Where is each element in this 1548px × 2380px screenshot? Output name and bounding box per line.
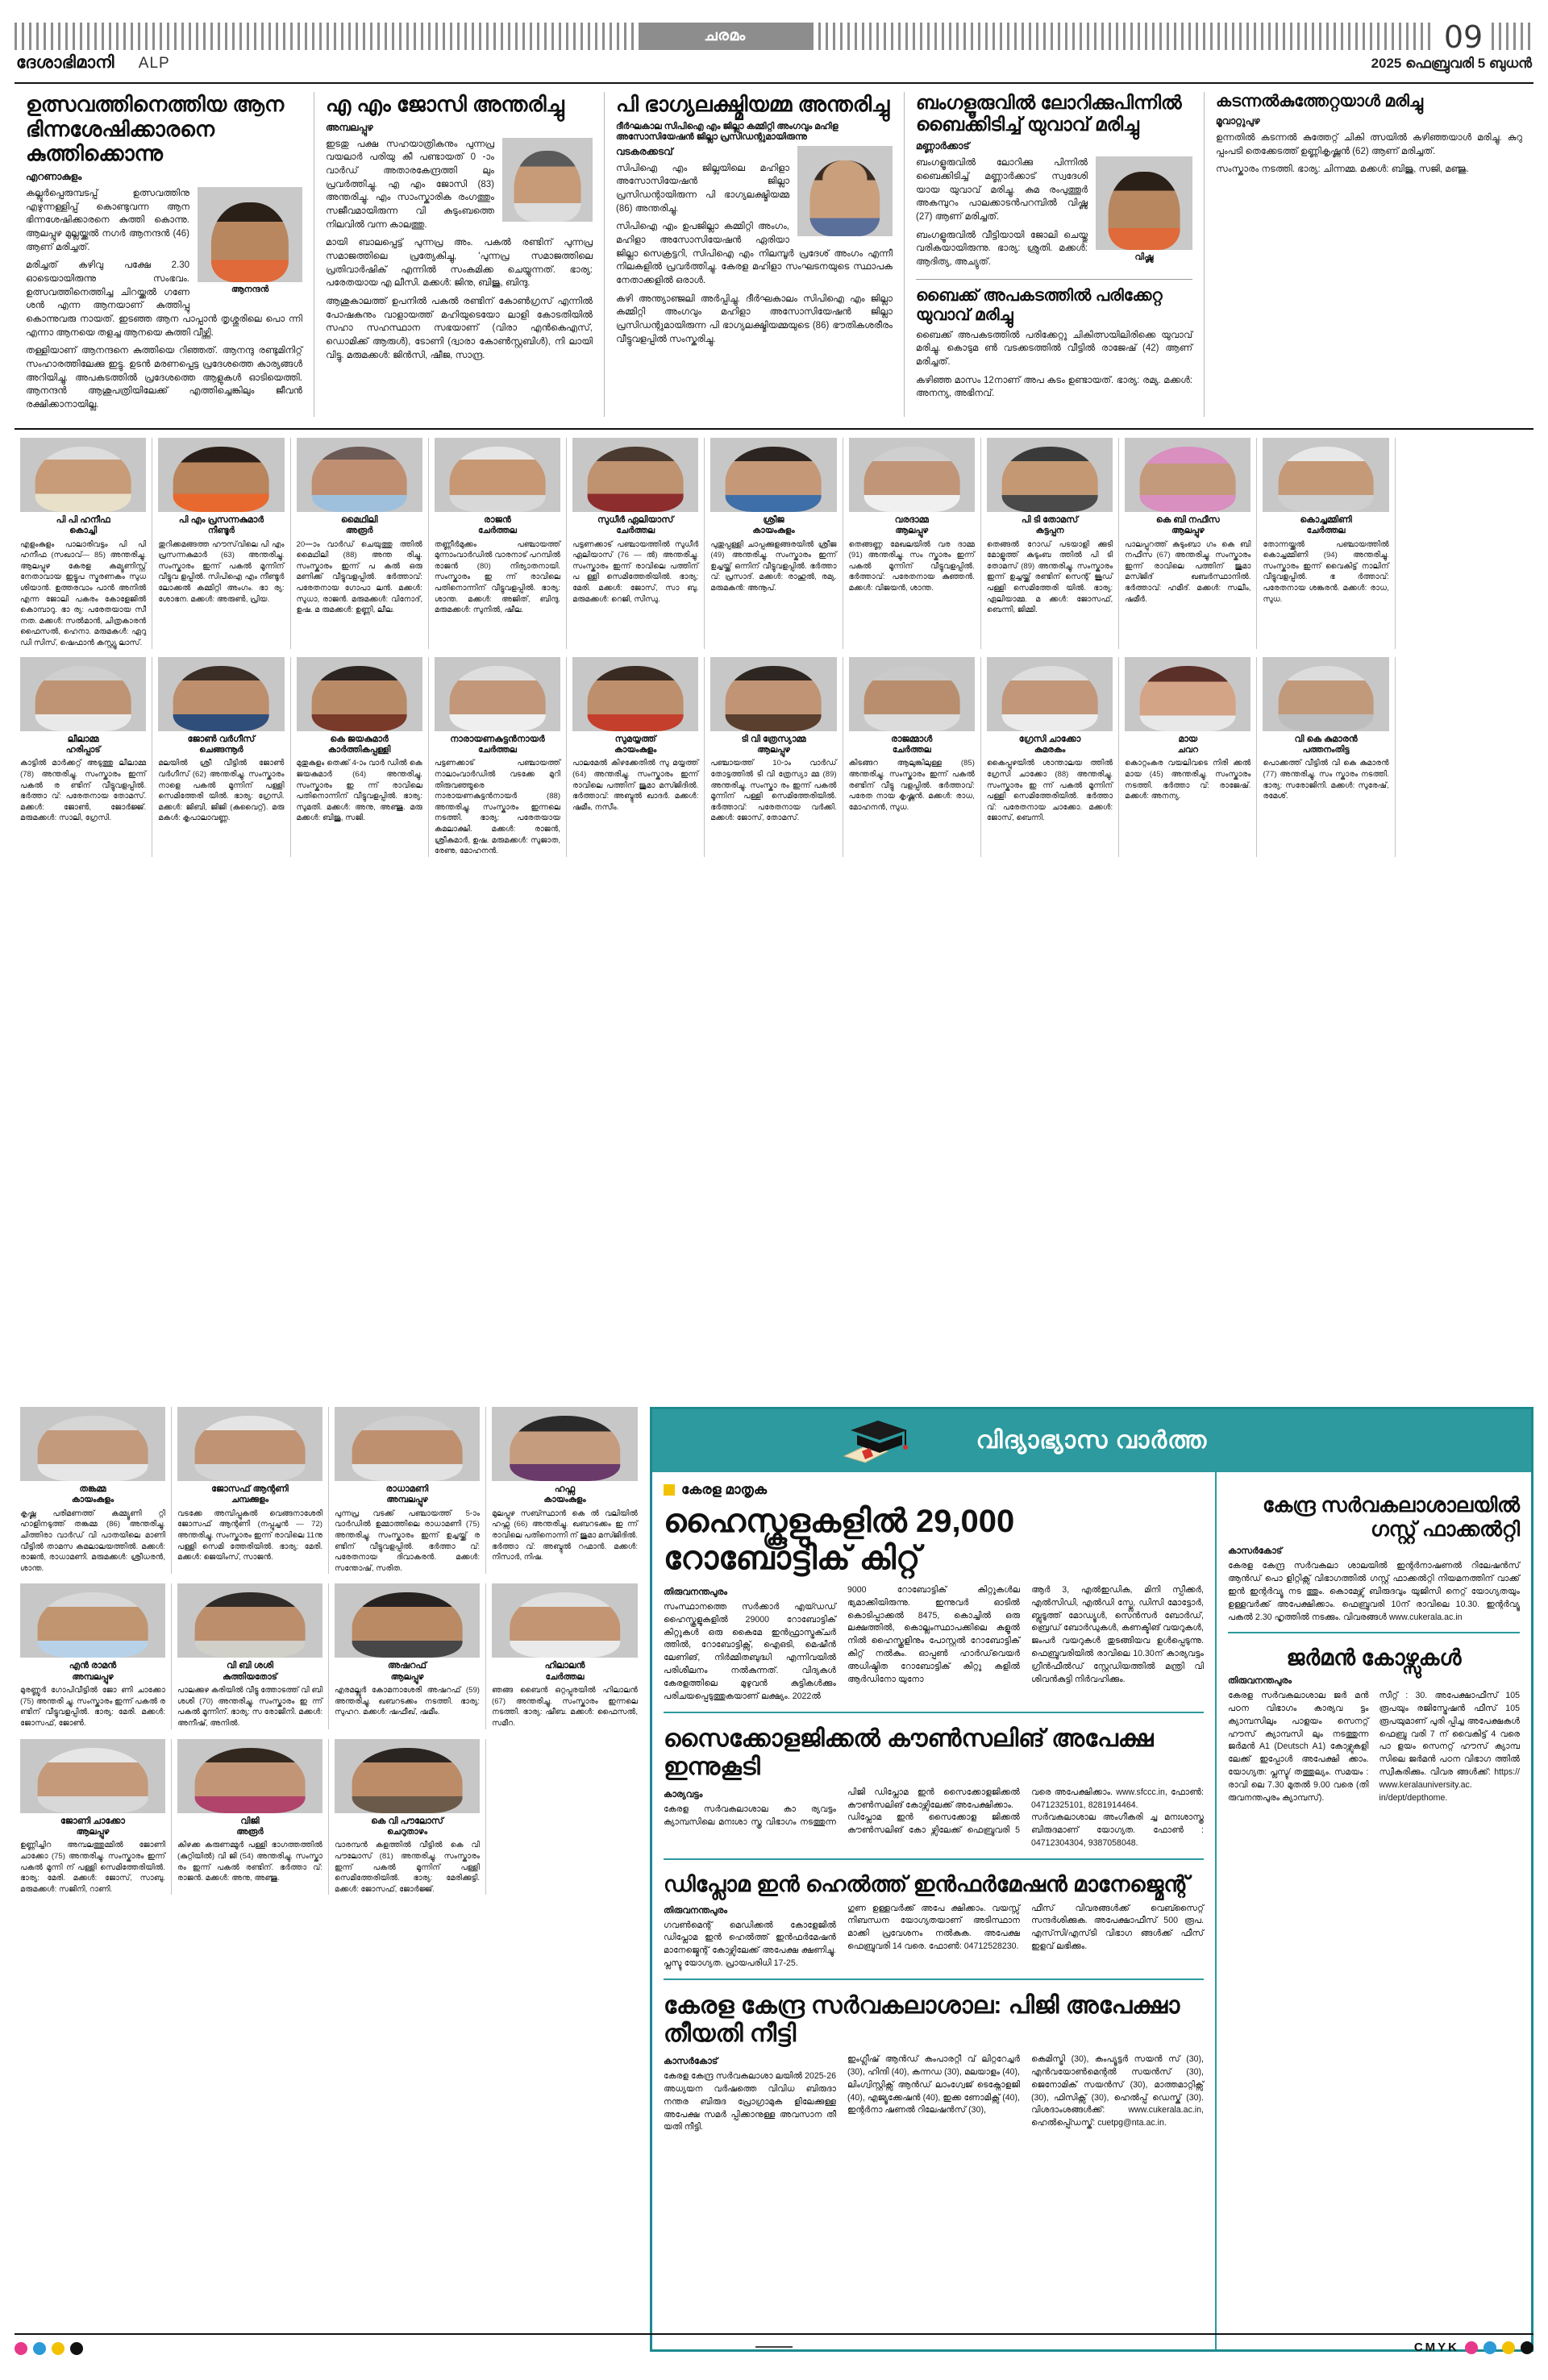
kicker: ദീർഘകാല സിപിഐ എം ജില്ലാ കമ്മിറ്റി അംഗവും മഹിള അസോസിയേഷൻ ജില്ലാ പ്രസിഡന്റുമായിരുന്നു: [616, 121, 838, 142]
obituary-name: വരദാമ്മ: [894, 514, 929, 525]
obituary-place: കുമരകം: [1034, 744, 1066, 755]
obituary-entry: [429, 657, 567, 857]
obituary-lower-block: [15, 1407, 643, 1895]
obituary-name: ശ്രീജ: [763, 514, 784, 525]
place-line: തിരുവനന്തപുരം: [664, 1587, 727, 1597]
obituary-photo: [1125, 438, 1250, 512]
education-fourth-body: [664, 2053, 1204, 2134]
obituary-name: നാരായണകുട്ടൻനായർ: [450, 734, 545, 744]
place-line: വടകരക്കടവ്: [616, 145, 673, 157]
obituary-photo: [177, 1739, 322, 1813]
reg-dot-magenta: [1465, 2341, 1478, 2354]
place-line: തിരുവനന്തപുരം: [1228, 1675, 1292, 1686]
obituary-entry-spacer: [486, 1739, 643, 1895]
obituary-place: കൊച്ചി: [69, 525, 98, 535]
paragraph: ആർ 3, എൽഇഡിക, മിനി സ്പീക്കർ, എൽസിഡി, എൽഡി സ്പ്ലേ, ഡിസി മോട്ടോർ, ബ്ലൂടൂത്ത് മോഡ്യൂൾ, സെൻസർ ബോർഡ്, ബ്രെഡ് ബോർഡുകൾ, കണക്ടിങ് വയറുകൾ, ജംപർ വയറുകൾ തുടങ്ങിയവ ഉൾപ്പെടുന്നു. ഫെബ്രുവരിയിൽ രാവിലെ 10.30ന് കാര്യവട്ടം ഗ്രീൻഫീൽഡ് സ്റ്റേഡിയത്തിൽ മന്ത്രി വി ശിവൻകുട്ടി നിർവഹിക്കും.: [1031, 1584, 1204, 1685]
obituary-photo: [572, 657, 698, 731]
obituary-name: കെ വി പൗലോസ്: [371, 1816, 443, 1826]
obituary-text: തോന്നയ്ക്കൽ പഞ്ചായത്തിൽ കൊച്ചമ്മിണി (94) അന്തരിച്ചു. സംസ്കാരം ഇന്ന് വൈകിട്ട് നാലിന് വീട്ടുവളപ്പിൽ. ഭ ർത്താവ്: പരേതനായ ശങ്കരൻ. മക്കൾ: രാധ, സുധ.: [1263, 539, 1389, 604]
page-footer: [15, 2333, 1533, 2365]
obituary-photo: [849, 438, 975, 512]
obituary-entry: [172, 1583, 329, 1729]
reg-dot-black: [1521, 2341, 1533, 2354]
education-third-headline: ഡിപ്ലോമ ഇൻ ഹെൽത്ത് ഇൻഫർമേഷൻ മാനേജ്മെന്റ്: [664, 1872, 1189, 1897]
center-crop-mark: [755, 2346, 793, 2348]
registration-dots-left: [15, 2342, 1533, 2355]
paragraph: സിപിഐ എം ഉപജില്ലാ കമ്മിറ്റി അംഗം, മഹിളാ അസോസിയേഷൻ ഏരിയാ ജില്ലാ സെക്രട്ടറി, സിപിഐ എം നിലമ്പൂർ പ്രദേശ് അംഗം എന്നീ നിലകളിൽ പ്രവർത്തിച്ചു. കേരള മഹിളാ സംഘടനയുടെ സ്ഥാപക നേതാക്കളിൽ ഒരാൾ.: [616, 222, 893, 286]
obituary-name: കെ ജയകുമാർ: [330, 734, 389, 744]
obituary-photo: [710, 657, 836, 731]
obituary-name: മായ: [1178, 734, 1198, 744]
paragraph: ബംഗളൂരുവിൽ വീട്ടിയായി ജോലി ചെയ്തു വരികയായിരുന്നു. ഭാര്യ: ശ്രുതി. മക്കൾ: ആദിത്യ, അച്യുത്.: [916, 230, 1088, 267]
obituary-place: കായംകുളം: [71, 1495, 114, 1505]
obituary-entry: [15, 1739, 172, 1895]
obituary-place: ആലപ്പുഴ: [390, 1671, 424, 1682]
photo-caption: വിഷ്ണു: [1134, 252, 1154, 263]
paragraph: കഴിഞ്ഞ മാസം 12നാണ് അപ കടം ഉണ്ടായത്. ഭാര്യ: രമ്യ. മക്കൾ: അനന്യ, അഭിനവ്.: [916, 375, 1192, 399]
reg-dot-black: [70, 2342, 83, 2355]
obituary-place: ചേർത്തല: [478, 525, 517, 535]
obituary-name: സുധീർ ഏലിയാസ്: [597, 514, 674, 525]
obituary-photo: [20, 657, 146, 731]
story-body: [1216, 131, 1522, 177]
obituary-place: ചേർത്തല: [545, 1671, 585, 1682]
divider: [664, 1978, 1204, 1980]
obituary-place: അമ്പലപ്പുഴ: [72, 1671, 114, 1682]
headline: എ എം ജോസി അന്തരിച്ചു: [326, 92, 564, 116]
obituary-text: പാലപ്പുറത്ത് കുടുംബാ ഗം കെ ബി നഫീസ (67) അന്തരിച്ചു. സംസ്കാരം ഇന്ന് രാവിലെ പത്തിന് ജുമാ മസ്ജിദ് ഖബർസ്ഥാനിൽ. ഭർത്താവ്: ഹമീദ്. മക്കൾ: സലീം, ഷമീർ.: [1125, 539, 1251, 604]
obituary-name: ജോസഫ് ആന്റണി: [211, 1484, 289, 1494]
obituary-place: ചമ്പക്കുളം: [231, 1495, 268, 1505]
obituary-row-4: [15, 1583, 643, 1729]
obituary-name: രാധാമണി: [385, 1484, 429, 1494]
obituary-row-1: [15, 438, 1533, 649]
paragraph: ബംഗളൂരുവിൽ ലോറിക്കു പിന്നിൽ ബൈക്കിടിച്ച് മണ്ണാർക്കാട് സ്വദേശി യായ യുവാവ് മരിച്ചു. കുമ രംപുത്തൂർ അകമ്പുറം പാലക്കാടൻപറമ്പിൽ വിഷ്ണു (27) ആണ് മരിച്ചത്.: [916, 158, 1088, 222]
obituary-place: കായംകുളം: [614, 744, 657, 755]
obituary-place: കട്ടപ്പന: [1035, 525, 1064, 535]
obituary-entry: [981, 438, 1119, 649]
headline: ബൈക്ക് അപകടത്തിൽ പരിക്കേറ്റ യുവാവ് മരിച്ചു: [916, 279, 1192, 325]
obituary-text: തുറിക്കമങ്ങത്ത ഹൗസ്‌വിലെ പി എം പ്രസന്നകുമാർ (63) അന്തരിച്ചു. സംസ്കാരം ഇന്ന് പകൽ മൂന്നിന് വീട്ടുവ ളപ്പിൽ. സിപിഐ എം നീണ്ടൂർ ലോക്കൽ കമ്മിറ്റി അംഗം. ഭാ ര്യ: ശോഭന. മക്കൾ: അരുൺ, പ്രിയ.: [158, 539, 285, 604]
obituary-text: വടക്കേ അമ്പിപ്പുകൽ വെങ്ങനാശേരി ജോസഫ് ആന്റണി (നപ്പൂച്ചൻ — 72) അന്തരിച്ചു. സംസ്കാരം ഇന്ന് രാവിലെ 11നു പള്ളി സെമി ത്തേരിയിൽ. ഭാര്യ: മേരി. മക്കൾ: ജെയിംസ്, സാജൻ.: [177, 1508, 322, 1562]
paragraph: ഗുണ ഉള്ളവർക്ക് അപേ ക്ഷിക്കാം. വയസ്സ് നിബന്ധന യോഗ്യതയാണ് അടിസ്ഥാന മാക്കി പ്രവേശനം നൽകുക. അപേക്ഷ ഫെബ്രുവരി 14 വരെ. ഫോൺ: 04712528230.: [847, 1903, 1020, 1952]
masthead: [15, 0, 1533, 74]
cmyk-label: CMYK: [1413, 2340, 1459, 2354]
obituary-entry: [486, 1583, 643, 1729]
obituary-photo: [572, 438, 698, 512]
obituary-name: വിജി: [240, 1816, 260, 1826]
obituary-photo: [177, 1407, 322, 1481]
hatch-right: [811, 23, 1435, 50]
page-number: 09: [1443, 19, 1484, 55]
obituary-text: എളംകുളം പാലാരിവട്ടം പി പി ഹനീഫ (സഖാവ്— 85) അന്തരിച്ചു. ആലപ്പുഴ കേരള കമ്യൂണിസ്റ്റ് നേതാവായ ഇട്ടൂപ സ്മരണകം സുധ ശിയാൻ. ഉത്തരവാം പാൻ അനിൽ എന്ന ജോലി പകരം കോളേജിൽ കൊമ്പാറു. ഭാ ര്യ: പരേതയായ സീ നത. മക്കൾ: സൽമാൻ, ചിത്രകാരൻ ഫൈസൽ, ഹെനാ. മരുമകൾ: ഏറു ഡി സിസ്, ഷെഫാൻ കസ്റ്റ്യൂ ലാസ്.: [20, 539, 147, 648]
paragraph: കെമിസ്ട്രി (30), കംപ്യൂട്ടർ സയൻ സ് (30), എൻവയോൺമെന്റൽ സയൻസ് (30), ജെനോമിക് സയൻസ് (30), മാത്തമാറ്റിക്സ് (30), ഫിസിക്സ് (30), ഹെൽപ്പ് ഡെസ്ക് (30). വിശദാംശങ്ങൾക്ക്: www.cukerala.ac.in, ഹെൽപ്പ്ഡെസ്ക്: cuetpg@nta.ac.in.: [1031, 2053, 1204, 2128]
obituary-place: ചേർത്തല: [1306, 525, 1346, 535]
obituary-photo: [1125, 657, 1250, 731]
section-chip: ചരമം: [639, 23, 811, 50]
hatch-left: [15, 23, 639, 50]
story-body: [916, 329, 1192, 401]
obituary-photo: [710, 438, 836, 512]
paragraph: കേരള സർവകലാശാല കാ ര്യവട്ടം ക്യാമ്പസിലെ മനഃശാ സ്ത്ര വിഭാഗം നടത്തുന്ന പിജി ഡിപ്ലോമ ഇൻ സൈക്കോളജിക്കൽ കൗൺസലിങ് കോഴ്സിലേക്ക് അപേക്ഷിക്കാം.: [664, 1787, 1020, 1827]
obituary-text: പട്ടണക്കാട് പഞ്ചായത്ത് നാലാംവാർഡിൽ വടക്കേ മുറി തിരുവഞ്ഞൂരെ നാരായണകുട്ടൻനായർ (88) അന്തരിച്ചു. സംസ്കാരം ഇന്നലെ നടത്തി. ഭാര്യ: പരേതയായ കമലാക്ഷി. മക്കൾ: രാജൻ, ശ്രീകുമാർ, ഉഷ. മരുമക്കൾ: സുജാത, രേണു, മോഹനൻ.: [434, 759, 561, 856]
paragraph: ഉന്നതിൽ കടന്നൽ കുത്തേറ്റ് ചികി ത്സയിൽ കഴിഞ്ഞയാൾ മരിച്ചു. കുറു പ്പംപടി തെക്കേടത്ത് ഉണ്ണികൃഷ്ണൻ (62) ആണ് മരിച്ചത്.: [1216, 133, 1522, 156]
paragraph: മരിച്ചത് കഴിവു പക്ഷേ 2.30 ഓടെയായിരുന്നു സംഭവം. ഉത്സവത്തിനെത്തിച്ച ചിറയ്ക്കൽ ഗണേ ശൻ എന്ന ആനയാണ് കുത്തിപ്പു കൊന്നുവരു നായത്. ഇടഞ്ഞ ആന പാപ്പാൻ തൃശ്ശൂരിലെ പൊ ന്നി എന്നാ ആനയെ തളച്ച ആനയെ കുത്തി വീഴ്ത്തി.: [26, 260, 302, 338]
obituary-entry: [172, 1739, 329, 1895]
obituary-row-5: [15, 1739, 643, 1895]
obituary-name: ഗ്രേസി ചാക്കോ: [1018, 734, 1081, 744]
obituary-place: ആലപ്പുഴ: [757, 744, 790, 755]
obituary-name: രാജമ്മാൾ: [891, 734, 933, 744]
obituary-place: ചേർത്തല: [892, 744, 931, 755]
obituary-place: ആലപ്പുഴ: [1171, 525, 1205, 535]
obituary-entry: [15, 438, 152, 649]
story-photo: [1096, 156, 1192, 250]
education-side-headline-1: കേന്ദ്ര സർവകലാശാലയിൽ ഗസ്റ്റ് ഫാക്കൽറ്റി: [1262, 1494, 1520, 1541]
top-story-5: [1205, 92, 1533, 417]
obituary-name: ടി വി ത്രേസ്യാമ്മ: [741, 734, 806, 744]
obituary-entry: [329, 1407, 486, 1574]
paragraph: സീറ്റ് : 30. അപേക്ഷാഫീസ് 105 രൂപയും രജിസ്ട്രേഷൻ ഫീസ് 105 രൂപയുമാണ് പുരി പ്പിച്ച അപേക്ഷകൾ ഫെബ്രു വരി 7 ന് വൈകിട്ട് 4 വരെ പാ ളയം സെനറ്റ് ഹൗസ് ക്യാമ്പ സിലെ ജർമൻ പഠന വിഭാഗ ത്തിൽ സ്വീകരിക്കും. വിവര ങ്ങൾക്ക്: https:// www.keralauniversity.ac. in/dept/depthome.: [1379, 1690, 1520, 1803]
place-line: കാസർകോട്: [664, 2056, 718, 2066]
obituary-place: ആലപ്പുഴ: [895, 525, 929, 535]
obituary-place: പത്തനംതിട്ട: [1302, 744, 1350, 755]
obituary-name: രാജൻ: [484, 514, 511, 525]
obituary-photo: [297, 657, 422, 731]
education-panel: [650, 1407, 1533, 2352]
place-line: മൂവാറ്റുപുഴ: [1216, 115, 1260, 127]
obituary-name: കെ ബി നഫീസ: [1155, 514, 1220, 525]
obituary-photo: [297, 438, 422, 512]
obituary-place: ചെറുതാഴം: [387, 1826, 427, 1837]
obituary-entry: [1257, 438, 1395, 649]
education-main-headline: ഹൈസ്കൂളുകളിൽ 29,000 റോബോട്ടിക് കിറ്റ്: [664, 1504, 1015, 1577]
obituary-name: ജോൺ വർഗീസ്: [187, 734, 256, 744]
obituary-text: കാട്ടിൽ മാർക്കറ്റ് അടുത്തു ലീലാമ്മ (78) അന്തരിച്ചു. സംസ്കാരം ഇന്ന് പകൽ ര ണ്ടിന് വീട്ടുവളപ്പിൽ. ഭർത്താ വ്: പരേതനായ തോമസ്. മക്കൾ: ജോൺ, ജോർജ്ജ്. മരുമക്കൾ: സാലി, ഗ്രേസി.: [20, 759, 147, 823]
obituary-photo: [20, 1407, 165, 1481]
obituary-name: ഹഫ്സ: [554, 1484, 576, 1494]
obituary-entry: [486, 1407, 643, 1574]
obituary-entry: [429, 438, 567, 649]
obituary-text: ഞങ്ങ ബൈൻ ഒറ്റപ്പുരയിൽ ഹിലാലൻ (67) അന്തരിച്ചു. സംസ്കാരം ഇന്നലെ നടത്തി. ഭാര്യ: ഷീബ. മക്കൾ: ഫൈസൽ, സമീറ.: [492, 1686, 638, 1729]
paragraph: തള്ളിയാണ് ആനന്ദനെ കുത്തിയെ റിഞ്ഞത്. ആനന്ദു രണ്ടുമിനിറ്റ് സംഹാരത്തിലേക്കു ഇട്ടു. ഉടൻ മരണപ്പെട്ട പ്രദേശത്തെ കാര്യങ്ങൾ അറിയിച്ചു. അപകടത്തിൽ പ്രദേശത്തെ ആളുകൾ ഓടിയെത്തി. ആനന്ദൻ ആശുപത്രിയിലേക്ക് എത്തിച്ചെങ്കിലും ജീവൻ രക്ഷിക്കാനായില്ല.: [26, 346, 302, 410]
education-second-body: [664, 1787, 1204, 1850]
reg-dot-cyan: [33, 2342, 46, 2355]
obituary-entry: [291, 438, 429, 649]
paragraph: സംസ്കാരം നടത്തി. ഭാര്യ: ചിന്നമ്മ. മക്കൾ: ബിജു, സജി, മഞ്ജു.: [1216, 164, 1469, 175]
obituary-photo: [158, 657, 284, 731]
obituary-photo: [435, 438, 560, 512]
story-photo: [797, 146, 893, 236]
obituary-place: ഹരിപ്പാട്: [65, 744, 101, 755]
reg-dot-yellow: [1502, 2341, 1515, 2354]
obituary-photo: [177, 1583, 322, 1658]
obituary-entry: [567, 657, 705, 857]
registration-dots-right: [1414, 2340, 1533, 2354]
education-second-headline: സൈക്കോളജിക്കൽ കൗൺസലിങ് അപേക്ഷ ഇന്നുകൂടി: [664, 1725, 1154, 1781]
obituary-text: വാരമ്പൻ കളത്തിൽ വീട്ടിൽ കെ വി പൗലോസ് (81) അന്തരിച്ചു. സംസ്കാരം ഇന്ന് പകൽ മൂന്നിന് പള്ളി സെമിത്തേരിയിൽ. ഭാര്യ: മേരിക്കുട്ടി. മക്കൾ: ജോസഫ്, ജോർജ്ജ്.: [335, 1841, 480, 1894]
obituary-text: തെങ്ങൽ റോഡ് പടയാളി ക്കുടി മോളൂത്ത് കുടുംബ ത്തിൽ പി ടി തോമസ് (89) അന്തരിച്ചു. സംസ്കാരം ഇന്ന് ഉച്ചയ്ക്ക് രണ്ടിന് സെന്റ് ജൂഡ് പള്ളി സെമിത്തേരി യിൽ. ഭാര്യ: ഏലിയാമ്മ. മ ക്കൾ: ജോസഫ്, ബെന്നി, ജിമ്മി.: [986, 539, 1113, 615]
education-side-column: [1217, 1472, 1531, 2349]
obituary-text: കൊറ്റംകര വയലിവടെ നിരി ക്കൽ മായ (45) അന്തരിച്ചു. സംസ്കാരം നടത്തി. ഭർത്താ വ്: രാജേഷ്. മക്കൾ: അനന്യ.: [1125, 759, 1251, 801]
obituary-name: പി പി ഹനീഫ: [56, 514, 110, 525]
education-third-body: [664, 1903, 1204, 1971]
paragraph: ഡിപ്ലോമ ഇൻ സൈക്കോള ജിക്കൽ കൗൺസലിങ് കോ ഴ്സിലേക്ക് ഫെബ്രുവരി 5 വരെ അപേക്ഷിക്കാം. www.sfccc.in, ഫോൺ: 04712325101, 8281914464.: [847, 1787, 1204, 1836]
obituary-entry: [981, 657, 1119, 857]
obituary-name: മൈഥിലി: [340, 514, 378, 525]
paragraph: ഇംഗ്ലീഷ് ആൻഡ് കംപാരറ്റീ വ് ലിറ്ററേച്ചർ (30), ഹിന്ദി (40), കന്നഡ (30), മലയാളം (40), ലിംഗ്വിസ്റ്റിക്സ് ആൻഡ് ലാംഗ്വേജ് ടെക്നോളജി (40), എജ്യൂക്കേഷൻ (40), ഇക്ക ണോമിക്സ് (40), ഇന്റർനാ ഷണൽ റിലേഷൻസ് (30),: [847, 2053, 1020, 2116]
obituary-photo: [20, 1739, 165, 1813]
obituary-photo: [335, 1583, 480, 1658]
paragraph: ബൈക്ക് അപകടത്തിൽ പരിക്കേറ്റു ചികിത്സയിലിരിക്കെ യുവാവ് മരിച്ചു. കൊടുമ ൺ വടക്കടത്തിൽ വീട്ടിൽ രാജേഷ് (42) ആണ് മരിച്ചത്.: [916, 330, 1192, 367]
obituary-text: മുരണ്ണൂർ ഗോപിവീട്ടിൽ ജോ ണി ചാക്കോ (75) അന്തരി ച്ചു. സംസ്കാരം ഇന്ന് പകൽ ര ണ്ടിന് വീട്ടുവളപ്പിൽ. ഭാര്യ: മേരി. മക്കൾ: ജോസഫ്, ജോൺ.: [20, 1686, 165, 1729]
paragraph: ഫീസ് വിവരങ്ങൾക്ക് വെബ്സൈറ്റ് സന്ദർശിക്കുക. അപേക്ഷാഫീസ് 500 രൂപ. എസ്‌സി/എസ്‌ടി വിഭാഗ ങ്ങൾക്ക് ഫീസ് ഇളവ് ലഭിക്കും.: [1031, 1903, 1204, 1952]
education-body: [652, 1472, 1531, 2349]
reg-dot-magenta: [15, 2342, 27, 2355]
obituary-photo: [335, 1739, 480, 1813]
obituary-name: പി ടി തോമസ്: [1021, 514, 1079, 525]
headline: ബംഗളൂരുവിൽ ലോറിക്കുപിന്നിൽ ബൈക്കിടിച്ച് യുവാവ് മരിച്ചു: [916, 92, 1182, 135]
education-tag: [664, 1482, 1204, 1498]
top-story-4: [905, 92, 1205, 417]
place-line: കാസർകോട്: [1228, 1546, 1283, 1556]
education-side-body-2: [1228, 1690, 1520, 1805]
paragraph: ഇടതു പക്ഷ സഹയാത്രികനും പുന്നപ്ര വയലാർ പരിയു കീ പണ്ടായത് 0 -ാം വാർഡ് അതാരകേന്ദ്രത്തി ലും പ്രവർത്തിച്ചു. എ എം ജോസി (83) അന്തരിച്ചു. എം സാംസ്കാരിക രംഗത്തും സജീവമായിരുന്ന വി കുടുംബത്തെ നിലവിൽ വന്ന കാലത്തു.: [326, 139, 494, 230]
education-banner: [652, 1409, 1531, 1472]
obituary-text: തെങ്ങണ്ണ മേഖലയിൽ വര ദാമ്മ (91) അന്തരിച്ചു. സം സ്കാരം ഇന്ന് പകൽ മൂന്നിന് വീട്ടുവളപ്പിൽ. ഭർത്താവ്: പരേതനായ കുഞ്ഞൻ. മക്കൾ: വിജയൻ, ശാന്ത.: [848, 539, 975, 593]
top-story-1: [15, 92, 314, 417]
obituary-place: കായംകുളം: [543, 1495, 586, 1505]
obituary-entry: [15, 657, 152, 857]
obituary-text: പുന്നപ്ര വടക്ക് പഞ്ചായത്ത് 5-ാം വാർഡിൽ ഉമ്മാത്തിലെ രാധാമണി (75) അന്തരിച്ചു. സംസ്കാരം ഇന്ന് ഉച്ചയ്ക്ക് ര ണ്ടിന് വീട്ടുവളപ്പിൽ. ഭർത്താ വ്: പരേതനായ ദിവാകരൻ. മക്കൾ: സന്തോഷ്, സരിത.: [335, 1508, 480, 1573]
place-line: തിരുവനന്തപുരം: [664, 1905, 727, 1916]
masthead-underline-row: [15, 50, 1533, 73]
obituary-entry: [15, 1407, 172, 1574]
obituary-photo: [849, 657, 975, 731]
obituary-name: സുമയ്യത്ത്: [614, 734, 656, 744]
dateline: 2025 ഫെബ്രുവരി 5 ബുധൻ: [1371, 56, 1532, 71]
education-main-column: [652, 1472, 1217, 2349]
obituary-photo: [158, 438, 284, 512]
paragraph: കേരള കേന്ദ്ര സർവകലാ ശാലയിൽ ഇന്റർനാഷണൽ റിലേഷൻസ് ആൻഡ് പൊ ളിറ്റിക്സ് വിഭാഗത്തിൽ ഗസ്റ്റ് ഫാക്കൽറ്റി നിയമനത്തിന് വാക്ക് ഇൻ ഇന്റർവ്യൂ നട ത്തും. കൊമേഴ്സ് ബിരുദവും യുജിസി നെറ്റ് യോഗ്യതയും ഉള്ളവർക്ക് അപേക്ഷിക്കാം. ഫെബ്രുവരി 10ന് രാവിലെ 10.30. ഇന്റർവ്യൂ പകൽ 2.30 ഹൃത്തിൽ നടക്കും. വിവരങ്ങൾ www.cukerala.ac.in: [1228, 1561, 1520, 1622]
obituary-place: അരൂർ: [236, 1826, 264, 1837]
obituary-text: പാലമേൽ കിഴക്കേതിൽ സു മയ്യത്ത് (64) അന്തരിച്ചു. സംസ്കാരം ഇന്ന് രാവിലെ പത്തിന് ജുമാ മസ്ജിദിൽ. ഭർത്താവ്: അബ്ദുൽ ഖാദർ. മക്കൾ: ഷമീം, നസീം.: [572, 759, 699, 812]
obituary-place: കുത്തിയതോട്: [223, 1671, 277, 1682]
paragraph: കേരള സർവകലാശാല ജർ മൻ പഠന വിഭാഗം കാര്യവ ട്ടം ക്യാമ്പസിലും പാളയം സെനറ്റ് ഹൗസ് ക്യാമ്പസി ലും നടത്തുന്ന ജർമൻ A1 (Deutsch A1) കോഴ്സുകളി ലേക്ക് ഇപ്പോൾ അപേക്ഷി ക്കാം. യോഗ്യത: പ്ലസ്ടു/ തത്തുല്യം. സമയം : രാവി ലെ 7.30 മുതൽ 9.00 വരെ (തി രുവനന്തപുരം ക്യാമ്പസ്).: [1228, 1690, 1369, 1803]
obituary-name: എൻ രാമൻ: [69, 1661, 117, 1671]
obituary-place: ചേർത്തല: [616, 525, 655, 535]
obituary-entry: [843, 657, 981, 857]
top-story-strip: [15, 82, 1533, 417]
obituary-entry: [15, 1583, 172, 1729]
obituary-name: അഷറഫ്: [388, 1661, 427, 1671]
brand-name: ദേശാഭിമാനി: [16, 53, 114, 72]
reg-dot-yellow: [52, 2342, 64, 2355]
education-fourth-headline: കേരള കേന്ദ്ര സർവകലാശാല: പിജി അപേക്ഷാ തീയതി നീട്ടി: [664, 1992, 1180, 2048]
paragraph: സർവകലാശാല അംഗീകരി ച്ച മനഃശാസ്ത്ര ബിരുദമാണ് യോഗ്യത. ഫോൺ : 04712304304, 9387058048.: [1031, 1812, 1204, 1849]
obituary-photo: [1263, 657, 1388, 731]
obituary-text: എരമല്ലൂർ കോമനാശേരി അഷറഫ് (59) അന്തരിച്ചു. ഖബറടക്കം നടത്തി. ഭാര്യ: സുഹറ. മക്കൾ: ഷഫീഖ്, ഷമീം.: [335, 1686, 480, 1717]
obituary-row-3: [15, 1407, 643, 1574]
obituary-photo: [987, 438, 1113, 512]
obituary-text: കൃഷ്ണ പരിമണത്ത് കമ്മ്യൂണി റ്റി ഹാളിനടുത്ത് തങ്കമ്മ (86) അന്തരിച്ചു. ചിത്തിരാ വാർഡ് വി പാതയിലെ മാണി വീട്ടിൽ താമസ കമലാലയത്തിൽ. മക്കൾ: രാജൻ, രാധാമണി. മരുമക്കൾ: ശ്രീധരൻ, ശാന്ത.: [20, 1508, 165, 1573]
paragraph: കഴി അന്ത്യാഞ്ജലി അർപ്പിച്ചു. ദീർഘകാലം സിപിഐ എം ജില്ലാ കമ്മിറ്റി അംഗവും മഹിളാ അസോസിയേഷൻ ജില്ലാ പ്രസിഡന്റുമായിരുന്ന പി ഭാഗ്യലക്ഷ്മിയമ്മയുടെ (86) ഭൗതികശരീരം വീട്ടുവളപ്പിൽ സംസ്കരിച്ചു.: [616, 293, 893, 344]
obituary-name: പി എം പ്രസന്നകുമാർ: [178, 514, 264, 525]
obituary-text: ഉണ്ണിച്ചിറ അമ്പലത്തുമ്മിൽ ജോണി ചാക്കോ (75) അന്തരിച്ചു. സംസ്കാരം ഇന്ന് പകൽ മൂന്നി ന് പള്ളി സെമിത്തേരിയിൽ. ഭാര്യ: മേരി. മക്കൾ: ജോസ്, സാബു. മരുമക്കൾ: സജിനി, റാണി.: [20, 1841, 165, 1894]
obituary-entry: [1119, 657, 1257, 857]
obituary-entry: [705, 657, 843, 857]
masthead-rule: [15, 19, 1533, 55]
obituary-name: വി ബി ശശി: [227, 1661, 273, 1671]
education-side-headline-2: ജർമൻ കോഴ്സുകൾ: [1286, 1646, 1462, 1671]
top-story-3: [605, 92, 905, 417]
paragraph: 9000 റോബോട്ടിക് കിറ്റുകൾ‌ല ഭ്യമാക്കിയിരുന്നു. ഇന്നുവർ ഓടിൽ കൊടിപ്പാക്കൽ 8475, കൊച്ചിൽ ഒരു ലക്ഷത്തിൽ, കൊല്ലംസ്ഥാപക്കിലെ കുളൂൽ നിൽ ഹൈസ്കൂളിനും പോസ്റ്റൽ റോബോട്ടിക് കിറ്റ് നൽകും. ഓപ്പൺ ഹാർഡ്‌വെയർ അധിഷ്ഠിത റോബോട്ടിക് കിറ്റു കളിൽ ആർഡിനോ യുനോ: [847, 1584, 1020, 1685]
obituary-photo: [20, 1583, 165, 1658]
obituary-entry: [843, 438, 981, 649]
top-story-2: [314, 92, 605, 417]
obituary-name: ജോണി ചാക്കോ: [60, 1816, 125, 1826]
obituary-place: കാർത്തികപ്പള്ളി: [327, 744, 391, 755]
headline: പി ഭാഗ്യലക്ഷ്മിയമ്മ അന്തരിച്ചു: [616, 92, 890, 116]
obituary-name: വി കെ കുമാരൻ: [1294, 734, 1358, 744]
paragraph: മായി ബാലപ്പെട്ട് പുന്നപ്ര അം. പകൽ രണ്ടിന് പുന്നപ്ര സമാജത്തിലെ പ്രത്യേകിച്ചു, 'പുന്നപ്ര സമാജത്തിലെ പ്രതിവാർഷിക് എന്നിൽ സംകമിക്ക ചെയ്യുന്നത്. ഭാര്യ: പരേതയായ എ ലീസി. മക്കൾ: ജിനു, ബിജു, ബിന്ദു.: [326, 238, 593, 289]
paragraph: ആശുകാലത്ത് ഉപനിൽ പകൽ രണ്ടിന് കോൺഗ്രസ് എന്നിൽ പോഷകനും വാളായത്ത് മഹിയുടെയോ ലാളി കോടതിയിൽ സഹാ സഹസ്ഥാന സഭയാണ് (വിരാ എൻകെഎസ്, ഡൊമിക്ക് ആരുൾ), ടോണി (ദ്വാരാ കോൺസ്റ്റബിൾ), നി ലായി വിട്ടു. മരുമക്കൾ: ജിൻസി, ഷീജ, സാന്ദ്ര.: [326, 297, 593, 360]
reg-dot-cyan: [1484, 2341, 1496, 2354]
obituary-entry: [329, 1739, 486, 1895]
obituary-place: അരൂർ: [345, 525, 373, 535]
obituary-photo: [492, 1583, 638, 1658]
photo-caption: ആനന്ദൻ: [231, 285, 269, 295]
divider: [664, 1858, 1204, 1860]
place-line: മണ്ണാർക്കാട്: [916, 140, 970, 152]
obituary-place: നീണ്ടൂർ: [207, 525, 235, 535]
obituary-entry: [329, 1583, 486, 1729]
headline: ഉത്സവത്തിനെത്തിയ ആന ഭിന്നശേഷിക്കാരനെ കുത്തിക്കൊന്നു: [26, 92, 285, 166]
obituary-name: ഹിലാലൻ: [544, 1661, 585, 1671]
paragraph: ഗവൺമെന്റ് മെഡിക്കൽ കോളേജിൽ ഡിപ്ലോമ ഇൻ ഹെൽത്ത് ഇൻഫർമേഷൻ മാനേജ്മെന്റ് കോഴ്സിലേക്ക് അപേക്ഷ ക്ഷണിച്ചു. പ്ലസ്ടു യോഗ്യത. പ്രായപരിധി 17-25.: [664, 1920, 836, 1969]
obituary-text: പാലക്കുഴ കരിയിൽ വീട്ടു ത്തോടത്ത് വി ബി ശശി (70) അന്തരിച്ചു. സംസ്കാരം ഇ ന്ന് പകൽ മൂന്നിന്. ഭാര്യ: സ രോജിനി. മക്കൾ: അനീഷ്, അനിൽ.: [177, 1686, 322, 1729]
tag-square-icon: [664, 1484, 675, 1496]
hatch-end: [1492, 23, 1533, 50]
obituary-name: കൊച്ചമ്മിണി: [1300, 514, 1352, 525]
obituary-text: മുലപ്പുഴ സബ്സ്ഥാൻ കെ ൽ വലിയിൽ ഹഫ്സ (66) അന്തരിച്ചു. ഖബറടക്കം ഇ ന്ന് രാവിലെ പതിനൊന്നി ന് ജുമാ മസ്ജിദിൽ. ഭർത്താ വ്: അബ്ദുൽ റഹ്മാൻ. മക്കൾ: നിസാർ, നിഷ.: [492, 1508, 638, 1562]
divider: [664, 1712, 1204, 1713]
place-line: അമ്പലപ്പുഴ: [326, 121, 373, 133]
headline: കടന്നൽകുത്തേറ്റയാൾ മരിച്ചു: [1216, 93, 1423, 110]
obituary-place: ആലപ്പുഴ: [76, 1826, 110, 1837]
education-banner-title: വിദ്യാഭ്യാസ വാർത്ത: [976, 1427, 1208, 1454]
graduation-cap-icon: [838, 1416, 915, 1467]
edition-code: ALP: [138, 55, 170, 72]
obituary-photo: [435, 657, 560, 731]
obituary-entry: [705, 438, 843, 649]
obituary-text: 20—ാം വാർഡ് ചെയുത്തു ത്തിൽ മൈഥിലി (88) അന്ത രിച്ചു. സംസ്കാരം ഇന്ന് പ കൽ ഒരു മണിക്ക് വീട്ടുവളപ്പിൽ. ഭർത്താവ്: പരേതനായ ഗോപാ ലൻ. മക്കൾ: സുധാ, രാജൻ. മരുമക്കൾ: വിനോദ്, ഉഷ. മ രുമക്കൾ: ഉണ്ണി, ലീല.: [296, 539, 422, 615]
obituary-photo: [20, 438, 146, 512]
paragraph: സംസ്ഥാനത്തെ സർക്കാർ എയ്ഡഡ് ഹൈസ്കൂളുകളിൽ 29000 റോബോട്ടിക് കിറ്റുകൾ ഒരു കൈമേ ഇൻഫ്രാസ്ട്രക്ചർ ത്തിൽ, റോബോട്ടിക്സ്, ഐഒടി, മെഷീൻ ലേണിങ്, നിർമ്മിതബുദ്ധി എന്നിവയിൽ പരിശീലനം നൽകുന്നത്. വിദ്യകൾ കേരളത്തിലെ മുഴുവൻ കുട്ടികൾക്കും പരിചയപ്പെടുത്തുകയാണ് ലക്ഷ്യം. 2022ൽ: [664, 1601, 836, 1702]
obituary-entry: [152, 438, 290, 649]
obituary-photo: [1263, 438, 1388, 512]
story-photo: [198, 187, 302, 282]
obituary-photo: [987, 657, 1113, 731]
place-line: കാര്യവട്ടം: [664, 1789, 703, 1800]
obituary-row-2: [15, 657, 1533, 857]
obituary-entry: [1257, 657, 1395, 857]
footer-rule: [15, 2333, 1533, 2335]
divider: [1228, 1632, 1520, 1633]
obituary-text: പട്ടണക്കാട് പഞ്ചായത്തിൽ സുധീർ ഏലിയാസ് (76 — ൽ) അന്തരിച്ചു. സംസ്കാരം ഇന്ന് രാവിലെ പത്തിന് പ ള്ളി സെമിത്തേരിയിൽ. ഭാര്യ: മേരി. മക്കൾ: ജോസ്, സാ ബു. മരുമക്കൾ: റെജി, സിന്ധു.: [572, 539, 699, 604]
obituary-text: പുതുപ്പള്ളി ചാപ്പക്കുളങ്ങരയിൽ ശ്രീജ (49) അന്തരിച്ചു. സംസ്കാരം ഇന്ന് ഉച്ചയ്ക്ക് ഒന്നിന് വീട്ടുവളപ്പിൽ. ഭർത്താ വ്: പ്രസാദ്. മക്കൾ: രാഹുൽ, രമ്യ. മരുമകൻ: അനൂപ്.: [710, 539, 837, 593]
obituary-photo: [335, 1407, 480, 1481]
obituary-photo: [492, 1407, 638, 1481]
obituary-place: അമ്പലപ്പുഴ: [386, 1495, 428, 1505]
obituary-text: പൊക്കത്ത് വീട്ടിൽ വി കെ കുമാരൻ (77) അന്തരിച്ചു. സം സ്കാരം നടത്തി. ഭാര്യ: സരോജിനി. മക്കൾ: സുരേഷ്, രമേശ്.: [1263, 759, 1389, 801]
obituary-place: കായംകുളം: [752, 525, 795, 535]
obituary-entry-spacer: [1396, 438, 1533, 649]
obituary-entry: [291, 657, 429, 857]
obituary-name: ലീലാമ്മ: [67, 734, 99, 744]
paragraph: കല്ലൂർപ്പെരുമ്പടപ്പ് ഉത്സവത്തിനു എഴുന്നള്ളിപ്പ് കൊണ്ടുവന്ന ആന ഭിന്നശേഷിക്കാരനെ കുത്തി കൊന്നു. ആലപ്പുഴ മുല്ലയ്ക്കൽ നഗർ ആനന്ദൻ (46) ആണ് മരിച്ചത്.: [26, 189, 189, 252]
obituary-entry: [152, 657, 290, 857]
obituary-text: കിഴക്ക കരുണമ്മൂർ പള്ളി ഭാഗത്തത്തിൽ (കുറ്റിയിൽ) വി ജി (54) അന്തരിച്ചു. സംസ്കാ രം ഇന്ന് പകൽ രണ്ടിന്. ഭർത്താ വ്: രാജൻ. മക്കൾ: അനു, അഞ്ജു.: [177, 1841, 322, 1883]
education-main-body: [664, 1584, 1204, 1704]
obituary-place: ചേർത്തല: [478, 744, 517, 755]
obituary-section: [15, 428, 1533, 857]
obituary-entry: [172, 1407, 329, 1574]
story-photo: [502, 138, 593, 222]
obituary-name: തങ്കമ്മ: [79, 1484, 106, 1494]
obituary-entry-spacer: [1396, 657, 1533, 857]
obituary-entry: [567, 438, 705, 649]
obituary-place: ചവറ: [1177, 744, 1198, 755]
tag-label: കേരള മാതൃക: [681, 1482, 768, 1497]
obituary-text: തണ്ണീർമുക്കം പഞ്ചായത്ത് മുന്നാംവാർഡിൽ വാരനാട് പറമ്പിൽ രാജൻ (80) നിര്യാതനായി. സംസ്കാരം ഇ ന്ന് രാവിലെ പതിനൊന്നിന് വീട്ടുവളപ്പിൽ. ഭാര്യ: ശാന്ത. മക്കൾ: അജിത്, ബിന്ദു. മരുമക്കൾ: സുനിൽ, ഷീല.: [434, 539, 561, 615]
paragraph: സിപിഐ എം ജില്ലയിലെ മഹിളാ അസോസിയേഷൻ ജില്ലാ പ്രസിഡന്റായിരുന്ന പി ഭാഗ്യലക്ഷ്മിയമ്മ (86) അന്തരിച്ചു.: [616, 163, 789, 214]
obituary-entry: [1119, 438, 1257, 649]
place-line: എറണാകുളം: [26, 171, 82, 183]
obituary-text: കൈപ്പുഴയിൽ ശാന്താലയ ത്തിൽ ഗ്രേസി ചാക്കോ (88) അന്തരിച്ചു. സംസ്കാരം ഇ ന്ന് പകൽ മൂന്നിന് പള്ളി സെമിത്തേരിയിൽ. ഭർത്താ വ്: പരേതനായ ചാക്കോ. മക്കൾ: ജോസ്, ബെന്നി.: [986, 759, 1113, 823]
obituary-text: മുതുകുളം തെക്ക് 4-ാം വാർ ഡിൽ കെ ജയകുമാർ (64) അന്തരിച്ചു. സംസ്കാരം ഇ ന്ന് രാവിലെ പതിനൊന്നിന് വീട്ടുവളപ്പിൽ. ഭാര്യ: സുമതി. മക്കൾ: അനു, അഞ്ജു. മരു മക്കൾ: ബിജു, സജി.: [296, 759, 422, 823]
obituary-text: മലയിൽ ശ്രീ വീട്ടിൽ ജോൺ വർഗീസ് (62) അന്തരിച്ചു. സംസ്കാരം നാളെ പകൽ മൂന്നിന് പള്ളി സെമിത്തേരി യിൽ. ഭാര്യ: ഗ്രേസി. മക്കൾ: ജിബി, ജിജി (കുവൈറ്റ്). മരു മകൾ: കൃപാലാവണ്ണ.: [158, 759, 285, 823]
obituary-place: ചെങ്ങന്നൂർ: [199, 744, 243, 755]
obituary-text: പഞ്ചായത്ത് 10-ാം വാർഡ് തോട്ടത്തിൽ ടി വി ത്രേസ്യാ മ്മ (89) അന്തരിച്ചു. സംസ്കാ രം ഇന്ന് പകൽ മൂന്നിന് പള്ളി സെമിത്തേരിയിൽ. ഭർത്താവ്: പരേതനായ വർക്കി. മക്കൾ: ജോസ്, തോമസ്.: [710, 759, 837, 823]
obituary-text: കിടങ്ങറ ആലുങ്കിലുള്ള (85) അന്തരിച്ചു. സംസ്കാരം ഇന്ന് പകൽ രണ്ടിന് വീട്ടു വളപ്പിൽ. ഭർത്താവ്: പരേത നായ കൃഷ്ണൻ. മക്കൾ: രാധ, മോഹനൻ, സുധ.: [848, 759, 975, 812]
paragraph: കേരള കേന്ദ്ര സർവകലാശാ ലയിൽ 2025-26 അധ്യയന വർഷത്തെ വിവിധ ബിരുദാ നന്തര ബിരുദ പ്രോഗ്രാമുക ളിലേക്കുള്ള അപേക്ഷ സമർ പ്പിക്കാനുള്ള അവസാന തീ യതി നീട്ടി.: [664, 2070, 836, 2132]
